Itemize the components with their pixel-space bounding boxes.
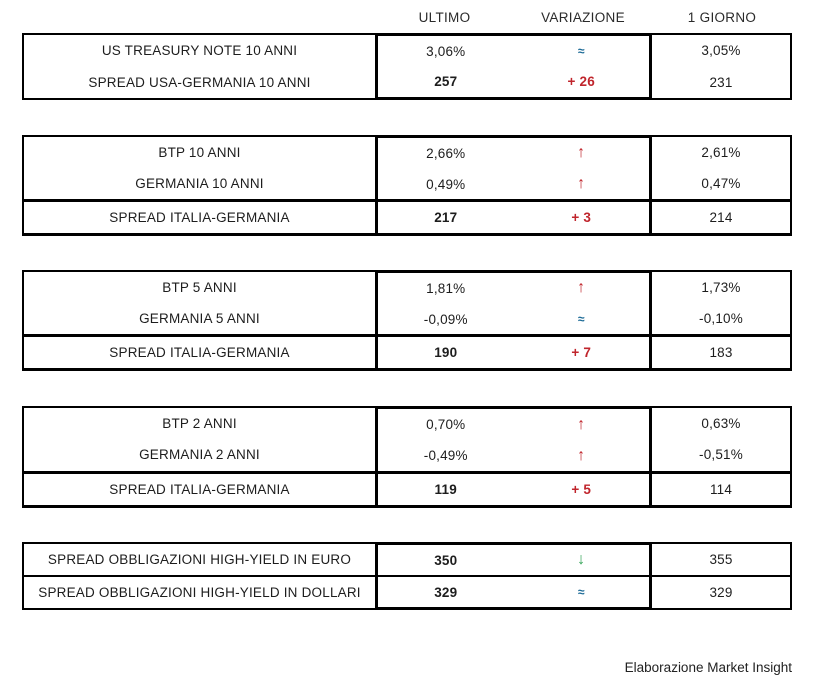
ultimo-variazione-column [375, 135, 652, 236]
value-row [378, 199, 649, 233]
value-row [378, 304, 649, 335]
column-header-row [22, 8, 792, 26]
row-label: GERMANIA 2 ANNI [139, 447, 260, 463]
row-label: SPREAD OBBLIGAZIONI HIGH-YIELD IN EURO [47, 552, 352, 567]
giorno-value: 3,05% [701, 43, 741, 59]
label-column [22, 33, 375, 100]
ultimo-variazione-column [375, 542, 652, 610]
giorno-value: 2,61% [701, 145, 741, 160]
label-column [22, 135, 375, 236]
giorno-value: 114 [652, 471, 790, 505]
row-label: SPREAD USA-GERMANIA 10 ANNI [88, 74, 311, 90]
row-label: BTP 5 ANNI [162, 280, 237, 295]
ultimo-value: 350 [434, 552, 458, 568]
ultimo-value: 3,06% [426, 43, 466, 59]
giorno-column [652, 406, 792, 508]
ultimo-value: -0,09% [423, 311, 468, 327]
row-label: SPREAD OBBLIGAZIONI HIGH-YIELD IN DOLLARI [24, 575, 375, 608]
row-label: SPREAD ITALIA-GERMANIA [24, 199, 375, 233]
column-header-variazione: VARIAZIONE [541, 9, 625, 25]
value-row [378, 575, 649, 607]
giorno-value: 214 [652, 199, 790, 233]
column-header-1-giorno: 1 GIORNO [687, 9, 757, 25]
giorno-value: 183 [652, 334, 790, 368]
giorno-value: 0,63% [701, 416, 741, 432]
ultimo-value: 217 [434, 210, 458, 226]
ultimo-value: 329 [434, 584, 458, 600]
value-row [378, 409, 649, 440]
row-label: GERMANIA 5 ANNI [139, 311, 260, 326]
giorno-value: -0,10% [699, 311, 743, 326]
flat-indicator-icon: ≈ [577, 44, 585, 59]
value-row [378, 169, 649, 200]
column-header-ultimo: ULTIMO [418, 9, 471, 25]
row-label: SPREAD ITALIA-GERMANIA [24, 471, 375, 505]
giorno-column [652, 33, 792, 100]
variation-value: + 26 [567, 74, 595, 90]
flat-indicator-icon: ≈ [577, 312, 585, 326]
value-row [378, 471, 649, 505]
variation-value: + 5 [571, 482, 592, 497]
ultimo-value: 2,66% [426, 145, 466, 161]
value-row [378, 545, 649, 575]
row-label: SPREAD ITALIA-GERMANIA [24, 334, 375, 368]
giorno-value: 355 [709, 552, 733, 567]
row-label: GERMANIA 10 ANNI [135, 176, 264, 191]
label-column [22, 542, 375, 610]
value-row [378, 334, 649, 368]
giorno-value: 1,73% [701, 280, 741, 295]
giorno-column [652, 542, 792, 610]
giorno-value: 231 [709, 74, 733, 90]
row-label: US TREASURY NOTE 10 ANNI [101, 43, 298, 59]
ultimo-value: 190 [434, 345, 458, 361]
ultimo-value: 0,70% [426, 417, 466, 432]
up-arrow-icon: ↑ [577, 279, 586, 297]
ultimo-variazione-column [375, 406, 652, 508]
label-column [22, 270, 375, 371]
giorno-value: 0,47% [701, 176, 741, 191]
giorno-value: -0,51% [699, 447, 743, 463]
ultimo-variazione-column [375, 270, 652, 371]
ultimo-value: 257 [434, 74, 458, 90]
up-arrow-icon: ↑ [577, 144, 586, 162]
value-row [378, 67, 649, 98]
flat-indicator-icon: ≈ [577, 585, 585, 599]
variation-value: + 7 [571, 345, 592, 361]
giorno-value: 329 [652, 575, 790, 608]
giorno-column [652, 270, 792, 371]
table-10-anni [22, 135, 792, 236]
table-5-anni [22, 270, 792, 371]
value-row [378, 440, 649, 471]
up-arrow-icon: ↑ [577, 446, 586, 464]
giorno-column [652, 135, 792, 236]
down-arrow-icon: ↓ [577, 551, 586, 568]
source-credit: Elaborazione Market Insight [624, 660, 792, 675]
up-arrow-icon: ↑ [577, 415, 586, 433]
ultimo-value: -0,49% [423, 448, 468, 463]
ultimo-variazione-column [375, 33, 652, 100]
row-label: BTP 10 ANNI [158, 145, 241, 160]
ultimo-value: 1,81% [426, 280, 466, 296]
row-label: BTP 2 ANNI [162, 416, 237, 432]
label-column [22, 406, 375, 508]
table-2-anni [22, 406, 792, 508]
ultimo-value: 119 [434, 482, 457, 497]
table-high-yield [22, 542, 792, 610]
up-arrow-icon: ↑ [577, 175, 586, 192]
value-row [378, 36, 649, 67]
table-us-treasury [22, 33, 792, 100]
value-row [378, 273, 649, 304]
variation-value: + 3 [571, 210, 592, 226]
ultimo-value: 0,49% [426, 176, 466, 192]
value-row [378, 138, 649, 169]
